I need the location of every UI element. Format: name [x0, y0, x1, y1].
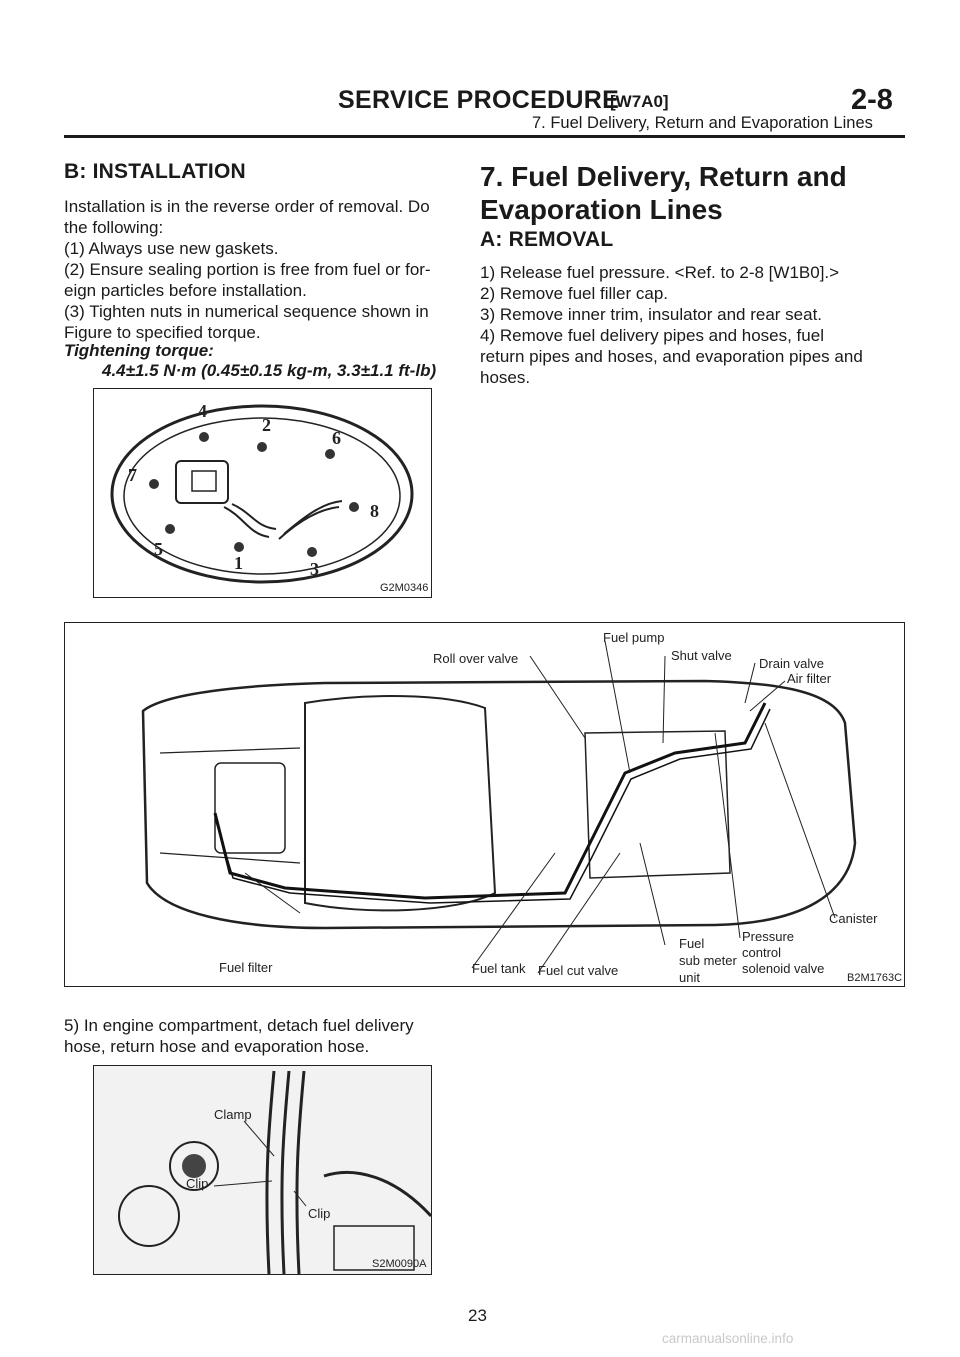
figure-fuel-lines-layout	[64, 622, 905, 987]
label-fuel-cut-valve: Fuel cut valve	[538, 963, 619, 978]
nut-number-6: 6	[332, 428, 341, 448]
removal-step-5-line-1: 5) In engine compartment, detach fuel delivery	[64, 1016, 414, 1035]
label-fuel-tank: Fuel tank	[472, 961, 526, 976]
section-title: SERVICE PROCEDURE	[338, 86, 620, 114]
removal-step-4-line-2: return pipes and hoses, and evaporation pipes and	[480, 347, 863, 366]
installation-step-3-line-1: (3) Tighten nuts in numerical sequence shown in	[64, 302, 429, 321]
label-fuel-sub-meter-line-2: sub meter	[679, 953, 737, 968]
torque-heading: Tightening torque:	[64, 341, 214, 360]
label-fuel-sub-meter-line-1: Fuel	[679, 936, 705, 951]
installation-intro-line-1: Installation is in the reverse order of removal. Do	[64, 197, 430, 216]
installation-heading: B: INSTALLATION	[64, 160, 246, 183]
label-drain-valve: Drain valve	[759, 656, 825, 671]
nut-number-5: 5	[154, 539, 163, 559]
label-canister: Canister	[829, 911, 878, 926]
section-subtitle: 7. Fuel Delivery, Return and Evaporation Lines	[532, 114, 873, 132]
label-clip-right: Clip	[308, 1206, 331, 1221]
figure-engine-compartment-hoses	[93, 1065, 432, 1275]
installation-step-3-line-2: Figure to specified torque.	[64, 323, 261, 342]
label-fuel-pump: Fuel pump	[603, 630, 665, 645]
label-fuel-sub-meter-line-3: unit	[679, 970, 700, 985]
figure-code: B2M1763C	[847, 972, 903, 984]
label-shut-valve: Shut valve	[671, 648, 732, 663]
page-number: 23	[468, 1306, 487, 1325]
removal-step-4-line-3: hoses.	[480, 368, 531, 387]
label-pressure-control-line-1: Pressure	[742, 929, 795, 944]
label-fuel-filter: Fuel filter	[219, 960, 273, 975]
label-clip-left: Clip	[186, 1176, 209, 1191]
figure-code: G2M0346	[380, 582, 429, 594]
torque-value: 4.4±1.5 N·m (0.45±0.15 kg-m, 3.3±1.1 ft-lb)	[102, 361, 437, 380]
section-number: 2-8	[851, 84, 893, 116]
figure-pump-plate-nuts	[93, 388, 432, 598]
label-roll-over-valve: Roll over valve	[433, 651, 519, 666]
removal-step-2: 2) Remove fuel filler cap.	[480, 284, 669, 303]
label-clamp: Clamp	[214, 1107, 252, 1122]
section-7-title-line-1: 7. Fuel Delivery, Return and	[480, 161, 847, 192]
removal-heading: A: REMOVAL	[480, 228, 614, 251]
nut-number-8: 8	[370, 501, 379, 521]
installation-step-2-line-2: eign particles before installation.	[64, 281, 307, 300]
removal-step-3: 3) Remove inner trim, insulator and rear seat.	[480, 305, 823, 324]
procedure-code: [W7A0]	[610, 92, 669, 111]
nut-number-3: 3	[310, 559, 319, 579]
removal-step-4-line-1: 4) Remove fuel delivery pipes and hoses, fuel	[480, 326, 824, 345]
removal-step-5-line-2: hose, return hose and evaporation hose.	[64, 1037, 370, 1056]
nut-number-7: 7	[128, 465, 137, 485]
installation-step-2-line-1: (2) Ensure sealing portion is free from fuel or for-	[64, 260, 431, 279]
section-7-title	[480, 160, 900, 226]
nut-number-1: 1	[234, 553, 243, 573]
figure-code: S2M0090A	[372, 1258, 427, 1270]
label-pressure-control-line-3: solenoid valve	[742, 961, 825, 976]
header-rule	[64, 135, 905, 138]
label-pressure-control-line-2: control	[742, 945, 782, 960]
watermark: carmanualsonline.info	[662, 1331, 794, 1346]
installation-step-1: (1) Always use new gaskets.	[64, 239, 279, 258]
installation-intro-line-2: the following:	[64, 218, 164, 237]
nut-number-2: 2	[262, 415, 271, 435]
section-7-title-line-2: Evaporation Lines	[480, 194, 723, 225]
label-air-filter: Air filter	[787, 671, 832, 686]
nut-number-4: 4	[198, 401, 207, 421]
removal-step-1: 1) Release fuel pressure. <Ref. to 2-8 [W1B0].>	[480, 263, 840, 282]
